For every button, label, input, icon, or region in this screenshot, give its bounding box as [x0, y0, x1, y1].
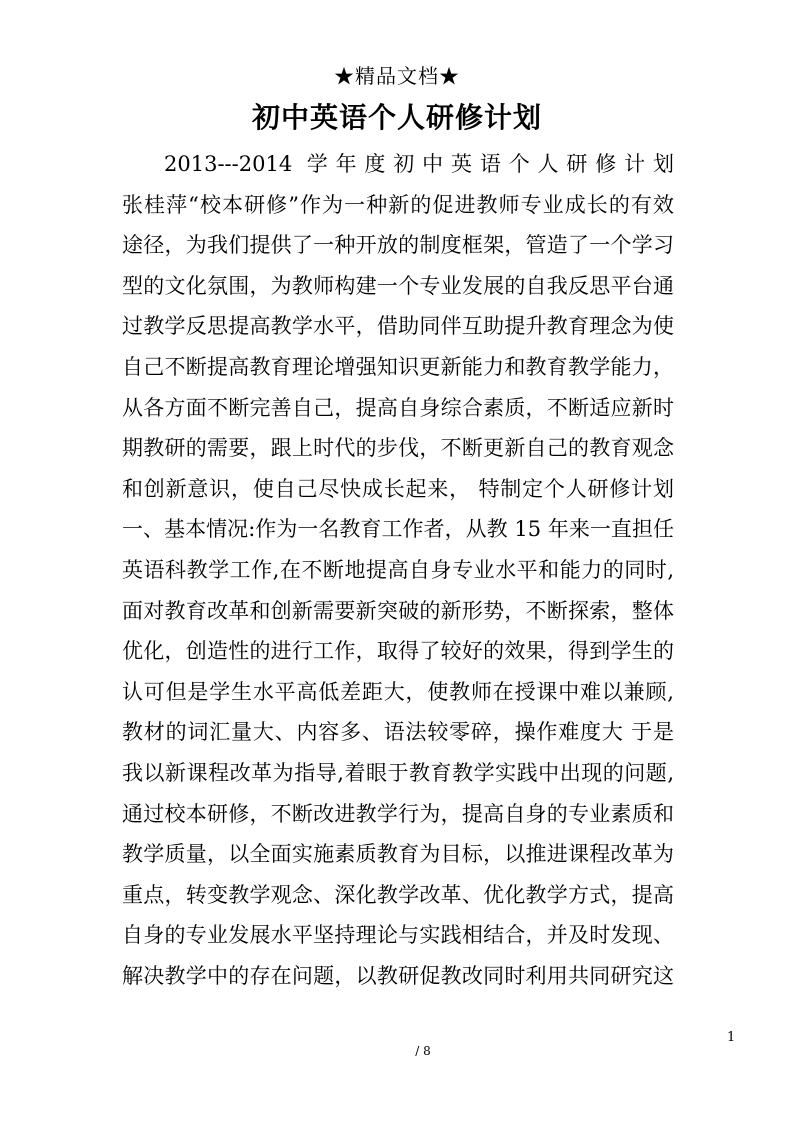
body-line: 优化，创造性的进行工作，取得了较好的效果，得到学生的 [122, 639, 674, 664]
body-line: 通过校本研修，不断改进教学行为，提高自身的专业素质和 [122, 801, 674, 826]
body-line: 面对教育改革和创新需要新突破的新形势，不断探索，整体 [122, 598, 674, 623]
body-line: 解决教学中的存在问题，以教研促教改同时利用共同研究这 [122, 963, 674, 988]
body-line: 2013---2014 学年度初中英语个人研修计划 [164, 152, 674, 176]
document-body [122, 144, 674, 996]
body-line: 自身的专业发展水平坚持理论与实践相结合，并及时发现、 [122, 923, 674, 948]
body-line: 途径，为我们提供了一种开放的制度框架，管造了一个学习 [122, 233, 674, 258]
page-number: 1 [727, 1030, 736, 1045]
body-line: 型的文化氛围，为教师构建一个专业发展的自我反思平台通 [122, 273, 674, 298]
page-total: / 8 [415, 1044, 431, 1058]
document-title: 初中英语个人研修计划 [251, 101, 542, 134]
document-banner: ★精品文档★ [334, 64, 460, 88]
body-line: 英语科教学工作,在不断地提高自身专业水平和能力的同时, [122, 557, 674, 582]
body-line: 和创新意识，使自己尽快成长起来， 特制定个人研修计划 [122, 476, 674, 501]
body-line: 从各方面不断完善自己，提高自身综合素质，不断适应新时 [122, 395, 674, 420]
body-line: 自己不断提高教育理论增强知识更新能力和教育教学能力， [122, 354, 674, 379]
body-line: 过教学反思提高教学水平，借助同伴互助提升教育理念为使 [122, 314, 674, 339]
body-line: 我以新课程改革为指导,着眼于教育教学实践中出现的问题, [122, 760, 674, 785]
body-line: 教材的词汇量大、内容多、语法较零碎，操作难度大 于是 [122, 720, 674, 745]
body-line: 重点，转变教学观念、深化教学改革、优化教学方式，提高 [122, 882, 674, 907]
body-line: 期教研的需要，跟上时代的步伐，不断更新自己的教育观念 [122, 436, 674, 461]
body-line: 一、基本情况:作为一名教育工作者，从教 15 年来一直担任 [122, 517, 674, 542]
body-line: 认可但是学生水平高低差距大，使教师在授课中难以兼顾, [122, 679, 674, 704]
body-line: 张桂萍“校本研修”作为一种新的促进教师专业成长的有效 [122, 192, 674, 217]
body-line: 教学质量，以全面实施素质教育为目标，以推进课程改革为 [122, 842, 674, 867]
